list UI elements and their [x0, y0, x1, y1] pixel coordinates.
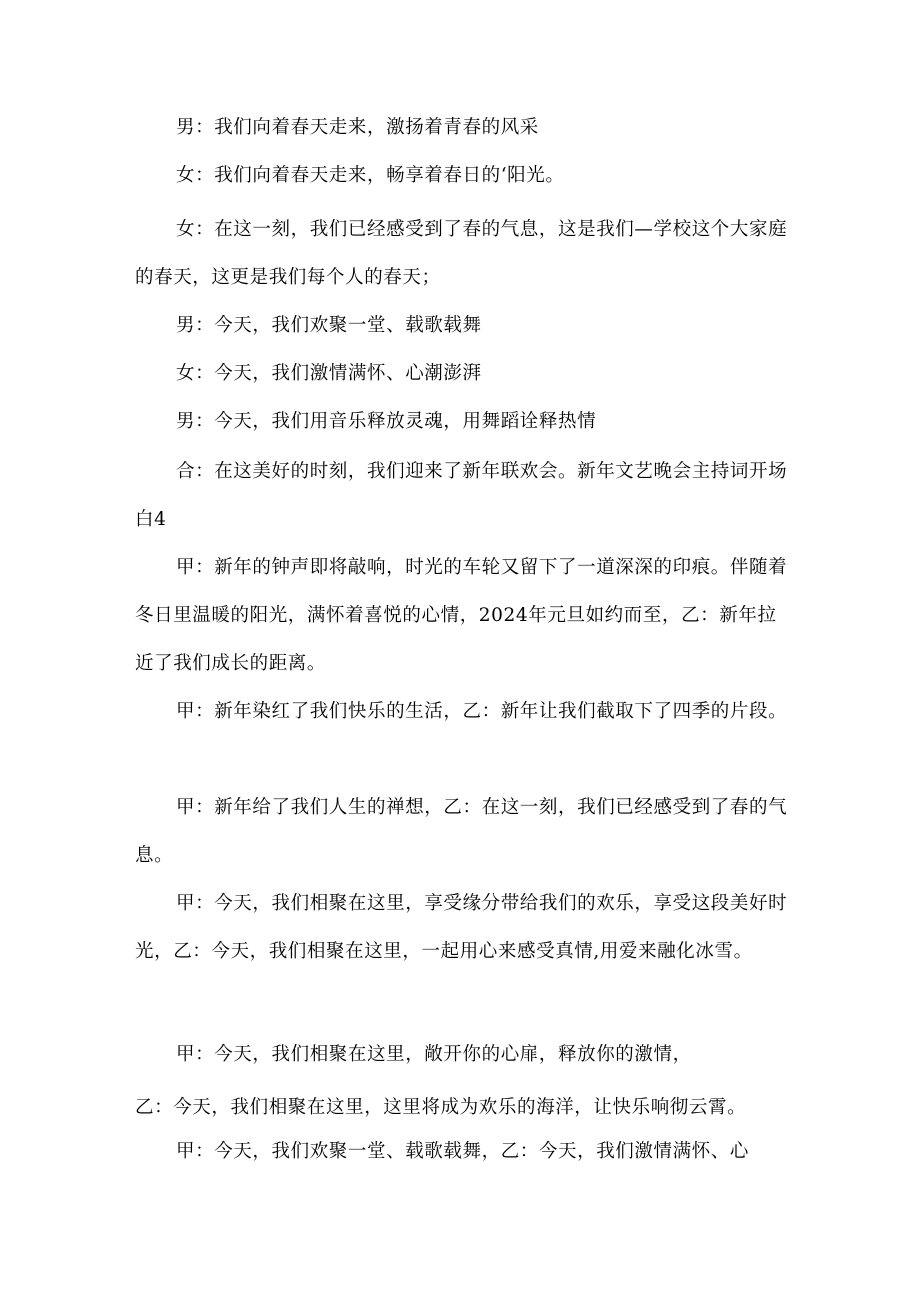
paragraph-7: 合：在这美好的时刻，我们迎来了新年联欢会。新年文艺晚会主持词开场白4 [135, 461, 788, 530]
paragraph-13: 乙：今天，我们相聚在这里，这里将成为欢乐的海洋，让快乐响彻云霄。 [135, 1097, 747, 1118]
paragraph-14: 甲：今天，我们欢聚一堂、载歌载舞，乙：今天，我们激情满怀、心 [176, 1141, 750, 1162]
paragraph-6: 男：今天，我们用音乐释放灵魂，用舞蹈诠释热情 [176, 411, 597, 432]
paragraph-9: 甲：新年染红了我们快乐的生活，乙：新年让我们截取下了四季的片段。 [176, 701, 788, 722]
paragraph-1: 男：我们向着春天走来，激扬着青春的风采 [176, 117, 539, 138]
paragraph-10: 甲：新年给了我们人生的禅想，乙：在这一刻，我们已经感受到了春的气息。 [135, 797, 788, 866]
paragraph-3: 女：在这一刻，我们已经感受到了春的气息，这是我们—学校这个大家庭的春天，这更是我们每个人的春天； [135, 219, 788, 288]
paragraph-4: 男：今天，我们欢聚一堂、载歌载舞 [176, 315, 482, 336]
paragraph-2: 女：我们向着春天走来，畅享着春日的‘阳光。 [176, 165, 565, 186]
paragraph-8: 甲：新年的钟声即将敲响，时光的车轮又留下了一道深深的印痕。伴随着冬日里温暖的阳光，满怀着喜悦的心情，2024年元旦如约而至，乙：新年拉近了我们成长的距离。 [135, 557, 788, 674]
paragraph-5: 女：今天，我们激情满怀、心潮澎湃 [176, 363, 482, 384]
paragraph-11: 甲：今天，我们相聚在这里，享受缘分带给我们的欢乐，享受这段美好时光，乙：今天，我们相聚在这里，一起用心来感受真情,用爱来融化冰雪。 [135, 893, 788, 962]
paragraph-12: 甲：今天，我们相聚在这里，敞开你的心扉，释放你的激情， [176, 1044, 692, 1065]
